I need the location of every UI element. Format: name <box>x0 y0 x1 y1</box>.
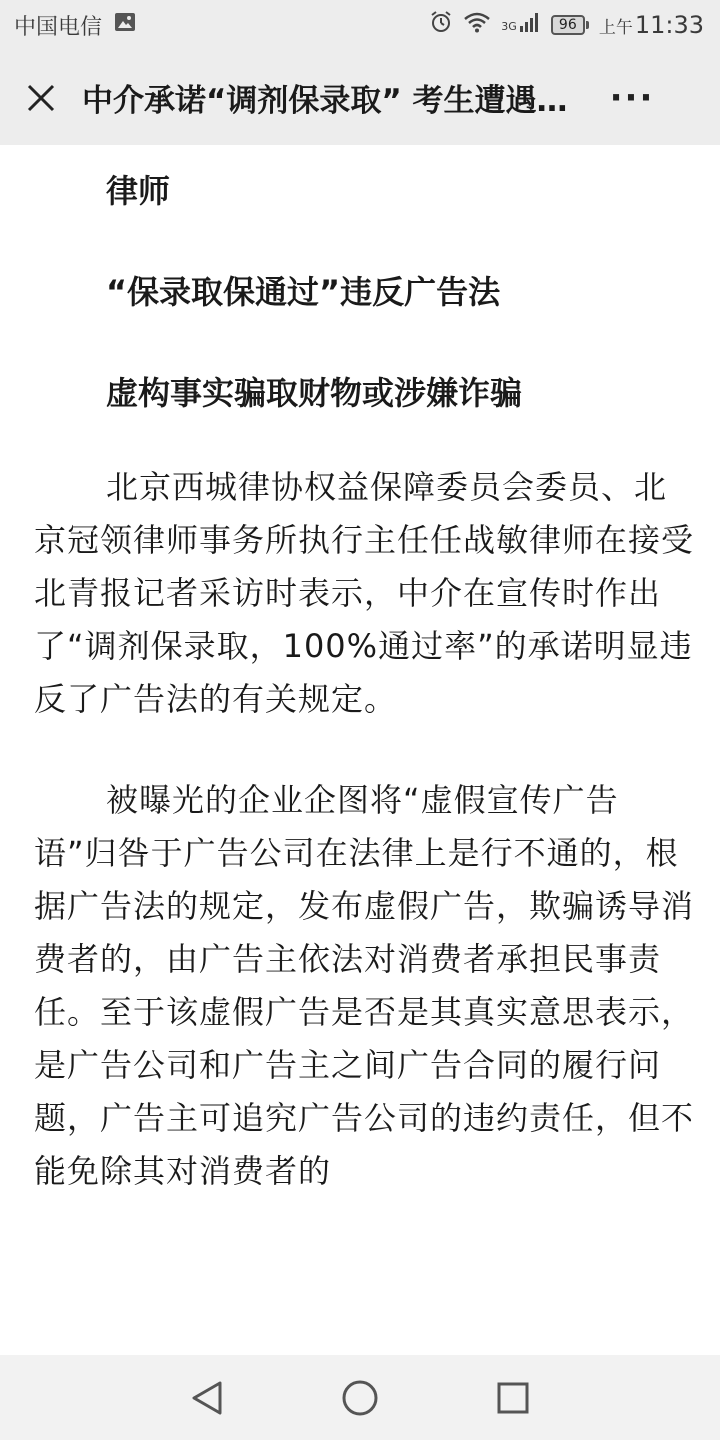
carrier-name: 中国电信 <box>14 14 103 40</box>
home-button[interactable] <box>330 1368 390 1428</box>
home-circle-icon <box>341 1379 379 1417</box>
close-button[interactable] <box>24 81 58 115</box>
page-title: 中介承诺“调剂保录取” 考生遭遇… <box>82 83 568 119</box>
image-notification-icon <box>114 12 136 38</box>
status-left <box>14 10 136 41</box>
battery-icon <box>551 15 589 35</box>
signal-icon <box>519 11 541 39</box>
close-icon <box>26 83 56 113</box>
article-content <box>0 145 720 1355</box>
alarm-icon <box>429 10 453 40</box>
recents-square-icon <box>496 1381 530 1415</box>
top-nav-bar <box>0 50 720 145</box>
article-paragraph: 被曝光的企业企图将“虚假宣传广告语”归咎于广告公司在法律上是行不通的，根据广告法的规定，发布虚假广告，欺骗诱导消费者的，由广告主依法对消费者承担民事责任。至于该虚假广告是否是其真实意思表示，是广告公司和广告主之间广告合同的履行问题，广告主可追究广告公司的违约责任，但不能免除其对消费者的 <box>34 781 695 1190</box>
back-button[interactable] <box>177 1368 237 1428</box>
article-heading: “保录取保通过”违反广告法 <box>106 273 501 311</box>
back-triangle-icon <box>190 1380 224 1416</box>
wifi-icon <box>463 11 491 39</box>
recents-button[interactable] <box>483 1368 543 1428</box>
article-heading: 虚构事实骗取财物或涉嫌诈骗 <box>106 374 523 412</box>
clock-time: 11:33 <box>634 11 704 39</box>
clock <box>599 11 704 39</box>
more-icon: ··· <box>609 77 655 118</box>
article-paragraph: 北京西城律协权益保障委员会委员、北京冠领律师事务所执行主任任战敏律师在接受北青报记者采访时表示，中介在宣传时作出了“调剂保录取，100%通过率”的承诺明显违反了广告法的有关规定。 <box>34 468 695 718</box>
more-button[interactable] <box>602 78 662 118</box>
clock-period: 上午 <box>598 18 633 38</box>
network-type-badge: 3G <box>501 20 517 33</box>
status-bar <box>0 0 720 50</box>
system-navigation-bar <box>0 1355 720 1440</box>
battery-level: 96 <box>551 15 585 35</box>
article-heading: 律师 <box>106 172 171 210</box>
status-right <box>429 10 704 40</box>
